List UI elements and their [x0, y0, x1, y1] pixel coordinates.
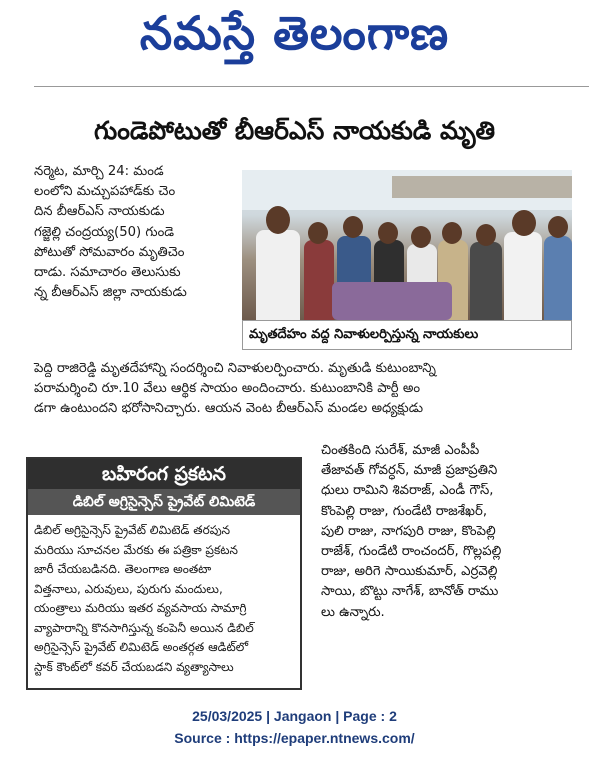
text-line: దిన బీఆర్ఎస్ నాయకుడు: [34, 204, 165, 220]
text-line: డగా ఉంటుందని భరోసానిచ్చారు. ఆయన వెంట బీఆర్ఎస్ మండల అధ్యక్షుడు: [34, 401, 424, 417]
ad-title: బహిరంగ ప్రకటన: [28, 459, 300, 489]
ad-body: [34, 521, 254, 677]
text-line: రాజేశ్, గుండేటి రాంచందర్, గొల్లపల్లి: [321, 543, 502, 559]
text-line: లు ఉన్నారు.: [321, 604, 385, 620]
text-line: అగ్రిసైన్సెస్ ప్రైవేట్ లిమిటెడ్ అంతర్గత ఆడిట్‌లో: [34, 640, 249, 654]
text-line: జారీ చేయబడినది. తెలంగాణ అంతటా: [34, 562, 212, 576]
text-line: తేజావత్ గోవర్ధన్, మాజీ ప్రజాప్రతిని: [321, 463, 498, 479]
text-line: వ్యాపారాన్ని కొనసాగిస్తున్న కంపెనీ అయిన డిబిల్: [34, 620, 254, 635]
article-headline: గుండెపోటుతో బీఆర్ఎస్ నాయకుడి మృతి: [93, 116, 496, 145]
text-line: చింతకింది సురేశ్, మాజీ ఎంపీపీ: [321, 443, 480, 458]
edition-info: 25/03/2025 | Jangaon | Page : 2: [192, 708, 397, 724]
ad-subtitle: డిబిల్ అగ్రిసైన్సెస్ ప్రైవేట్ లిమిటెడ్: [28, 489, 300, 515]
text-line: దాడు. సమాచారం తెలుసుకు: [34, 264, 181, 280]
article-photo: [242, 170, 572, 320]
text-line: సాయి, బొట్టు నాగేశ్, బానోత్ రాము: [321, 584, 499, 600]
text-line: ధులు రామిని శివరాజ్, ఎండీ గౌస్,: [321, 483, 494, 499]
text-line: నర్మెట, మార్చి 24: మండ: [34, 164, 164, 179]
text-line: పులి రాజు, నాగపురి రాజు, కొంపెల్లి: [321, 523, 496, 539]
article-body: [34, 359, 436, 420]
text-line: లంలోని మచ్చుపహాడ్‌కు చెం: [34, 184, 176, 200]
article-continuation: [321, 441, 501, 623]
text-line: గజ్జెల్లి చంద్రయ్య(50) గుండె: [34, 224, 175, 240]
advertisement: [26, 457, 302, 690]
text-line: పెద్ది రాజిరెడ్డి మృతదేహాన్ని సందర్శించి నివాళులర్పించారు. మృతుడి కుటుంబాన్ని: [34, 361, 436, 376]
text-line: విత్తనాలు, ఎరువులు, పురుగు మందులు,: [34, 581, 223, 596]
text-line: మరియు సూచనల మేరకు ఈ పత్రికా ప్రకటన: [34, 542, 238, 557]
text-line: పోటుతో సోమవారం మృతిచెం: [34, 244, 185, 260]
text-line: స్టాక్ కౌంట్‌లో కవర్ చేయబడని వ్యత్యాసాలు: [34, 659, 234, 674]
text-line: డిబిల్ అగ్రిసైన్సెస్ ప్రైవేట్ లిమిటెడ్ తరపున: [34, 523, 231, 537]
divider: [34, 86, 589, 87]
masthead-title: నమస్తే తెలంగాణ: [139, 6, 450, 60]
masthead: [0, 0, 589, 78]
photo-caption: మృతదేహం వద్ద నివాళులర్పిస్తున్న నాయకులు: [242, 320, 572, 350]
text-line: పరామర్శించి రూ.10 వేలు ఆర్థిక సాయం అందించారు. కుటుంబానికి పార్టీ అం: [34, 381, 421, 397]
text-line: న్న బీఆర్ఎస్ జిల్లా నాయకుడు: [34, 285, 187, 301]
text-line: రాజు, అరిగె సాయికుమార్, ఎర్రవెల్లి: [321, 564, 498, 580]
text-line: కొంపెల్లి రాజు, గుండేటి రాజశేఖర్,: [321, 503, 488, 519]
article-lead: [34, 162, 187, 303]
source-link[interactable]: Source : https://epaper.ntnews.com/: [174, 730, 415, 746]
text-line: యంత్రాలు మరియు ఇతర వ్యవసాయ సామాగ్రి: [34, 601, 247, 615]
